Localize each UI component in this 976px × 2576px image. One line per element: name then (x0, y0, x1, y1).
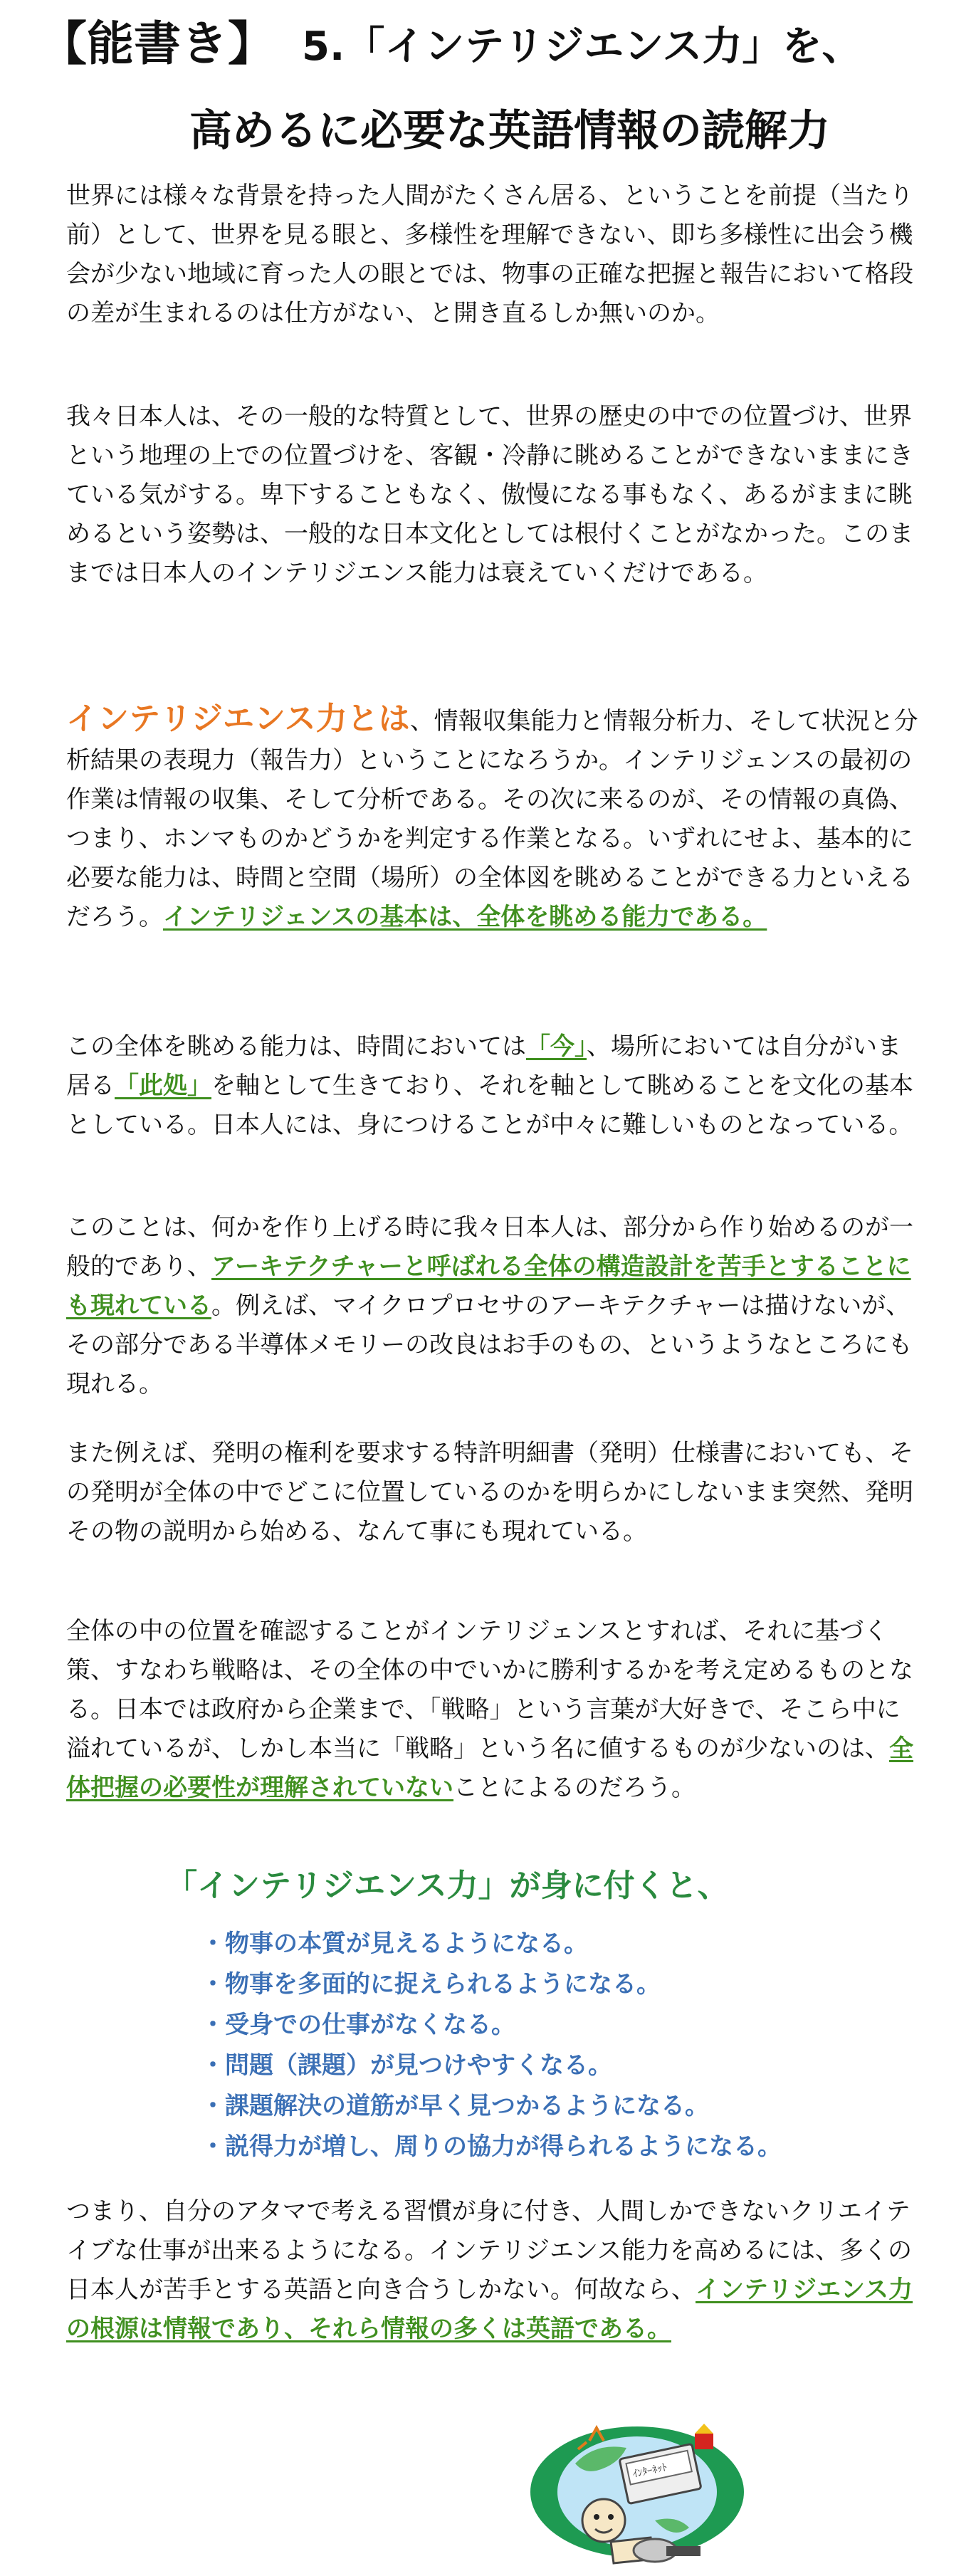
callout-list (201, 1924, 782, 2167)
title-tag: 【能書き】 (40, 16, 275, 71)
callout-title: 「インテリジエンス力」が身に付くと、 (166, 1868, 729, 1904)
paragraph-5-b: 。例えば、マイクロプロセサのアーキテクチャーは描けないが、その部分である半導体メモリーの改良はお手のもの、というようなところにも現れる。 (66, 1292, 913, 1398)
paragraph-4-c: を軸として生きており、それを軸として眺めることを文化の基本としている。日本人には、身につけることが中々に難しいものとなっている。 (66, 1072, 913, 1139)
highlight-intelligence-basis: インテリジェンスの基本は、全体を眺める能力である。 (163, 903, 767, 931)
intelligence-lead: インテリジエンス力とは (66, 701, 410, 737)
title-section: 5.「インテリジエンス力」を、 (302, 23, 862, 70)
paragraph-7 (66, 1612, 920, 1808)
paragraph-7-a: 全体の中の位置を確認することがインテリジェンスとすれば、それに基づく策、すなわち戦略は、その全体の中でいかに勝利するかを考え定めるものとなる。日本では政府から企業まで、「戦略」という言葉が大好きで、そこら中に溢れているが、しかし本当に「戦略」という名に値するものが少ないのは、 (66, 1617, 913, 1763)
paragraph-8-a: つまり、自分のアタマで考える習慣が身に付き、人間しかできないクリエイテイブな仕事が出来るようになる。インテリジエンス能力を高めるには、多くの日本人が苦手とする英語と向き合うしかない。何故なら、 (66, 2197, 912, 2304)
paragraph-3 (66, 699, 920, 937)
paragraph-5 (66, 1208, 920, 1404)
highlight-english-source: インテリジエンス力の根源は情報であり、それら情報の多くは英語である。 (66, 2276, 913, 2343)
paragraph-1: 世界には様々な背景を持った人間がたくさん居る、ということを前提（当たり前）として、世界を見る眼と、多様性を理解できない、即ち多様性に出会う機会が少ない地域に育った人の眼とでは、物事の正確な把握と報告において格段の差が生まれるのは仕方がない、と開き直るしか無いのか。 (66, 182, 913, 328)
paragraph-4-a: この全体を眺める能力は、時間においては (66, 1032, 526, 1061)
paragraph-2: 我々日本人は、その一般的な特質として、世界の歴史の中での位置づけ、世界という地理の上での位置づけを、客観・冷静に眺めることができないままにきている気がする。卑下することもなく、傲慢になる事もなく、あるがままに眺めるという姿勢は、一般的な日本文化としては根付くことがなかった。このままでは日本人のインテリジエンス能力は衰えていくだけである。 (66, 402, 913, 587)
list-item: ・説得力が増し、周りの協力が得られるようになる。 (201, 2132, 782, 2161)
paragraph-4 (66, 1027, 920, 1145)
mascot-screen-text: ｲﾝﾀｰﾈｯﾄ (631, 2461, 668, 2481)
paragraph-7-b: ことによるのだろう。 (453, 1774, 696, 1802)
list-item: ・課題解決の道筋が早く見つかるようになる。 (201, 2092, 709, 2120)
paragraph-5-a: このことは、何かを作り上げる時に我々日本人は、部分から作り始めるのが一般的であり、 (66, 1213, 913, 1281)
page-title-line2: 高めるに必要な英語情報の読解力 (189, 106, 830, 156)
paragraph-4-b: 、場所においては自分がいま居る (66, 1032, 901, 1100)
highlight-now: 「今」 (526, 1032, 587, 1061)
paragraph-3-text: 、情報収集能力と情報分析力、そして状況と分析結果の表現力（報告力）ということになろうか。インテリジェンスの最初の作業は情報の収集、そして分析である。その次に来るのが、その情報の真偽、つまり、ホンマものかどうかを判定する作業となる。いずれにせよ、基本的に必要な能力は、時間と空間（場所）の全体図を眺めることができる力といえるだろう。 (66, 707, 918, 931)
list-item: ・物事を多面的に捉えられるようになる。 (201, 1970, 661, 1999)
highlight-architecture: アーキテクチャーと呼ばれる全体の構造設計を苦手とすることにも現れている (66, 1252, 911, 1320)
globe-computer-mascot-illustration (520, 2399, 755, 2570)
highlight-here: 「此処」 (115, 1072, 211, 1100)
list-item: ・問題（課題）が見つけやすくなる。 (201, 2051, 612, 2080)
paragraph-8 (66, 2192, 920, 2349)
list-item: ・受身での仕事がなくなる。 (201, 2011, 515, 2039)
highlight-holistic-view: 全体把握の必要性が理解されていない (66, 1734, 913, 1802)
list-item: ・物事の本質が見えるようになる。 (201, 1930, 588, 1958)
page-title-line1 (40, 16, 862, 72)
paragraph-6: また例えば、発明の権利を要求する特許明細書（発明）仕様書においても、その発明が全体の中でどこに位置しているのかを明らかにしないまま突然、発明その物の説明から始める、なんて事にも現れている。 (66, 1439, 913, 1546)
